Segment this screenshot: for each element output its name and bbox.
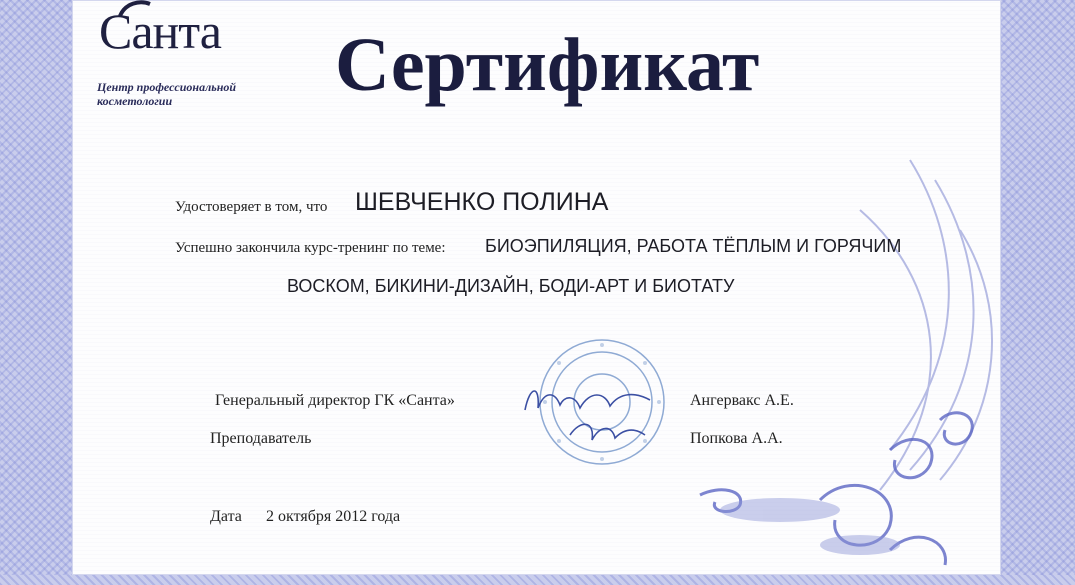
guilloche-border-left xyxy=(0,0,72,585)
logo xyxy=(95,0,255,110)
director-name: Ангервакс А.Е. xyxy=(690,392,794,409)
logo-subtitle-line1: Центр профессиональной xyxy=(97,80,237,94)
decorative-swirl-icon xyxy=(660,150,1075,585)
teacher-name: Попкова А.А. xyxy=(690,430,783,447)
director-label: Генеральный директор ГК «Санта» xyxy=(215,392,455,409)
logo-subtitle-line2: косметологии xyxy=(97,94,173,108)
logo-subtitle xyxy=(97,80,267,108)
certifies-prefix: Удостоверяет в том, что xyxy=(175,199,328,215)
signature-icon xyxy=(520,380,665,460)
date-label: Дата xyxy=(210,508,242,525)
course-prefix: Успешно закончила курс-тренинг по теме: xyxy=(175,240,446,256)
teacher-label: Преподаватель xyxy=(210,430,312,447)
logo-word: Санта xyxy=(99,3,221,59)
date-value: 2 октября 2012 года xyxy=(266,508,401,525)
recipient-name: ШЕВЧЕНКО ПОЛИНА xyxy=(355,188,609,216)
certificate-title: Сертификат xyxy=(335,23,760,107)
course-line-1: БИОЭПИЛЯЦИЯ, РАБОТА ТЁПЛЫМ И ГОРЯЧИМ xyxy=(485,236,902,256)
course-line-2: ВОСКОМ, БИКИНИ-ДИЗАЙН, БОДИ-АРТ И БИОТАТУ xyxy=(287,276,735,296)
